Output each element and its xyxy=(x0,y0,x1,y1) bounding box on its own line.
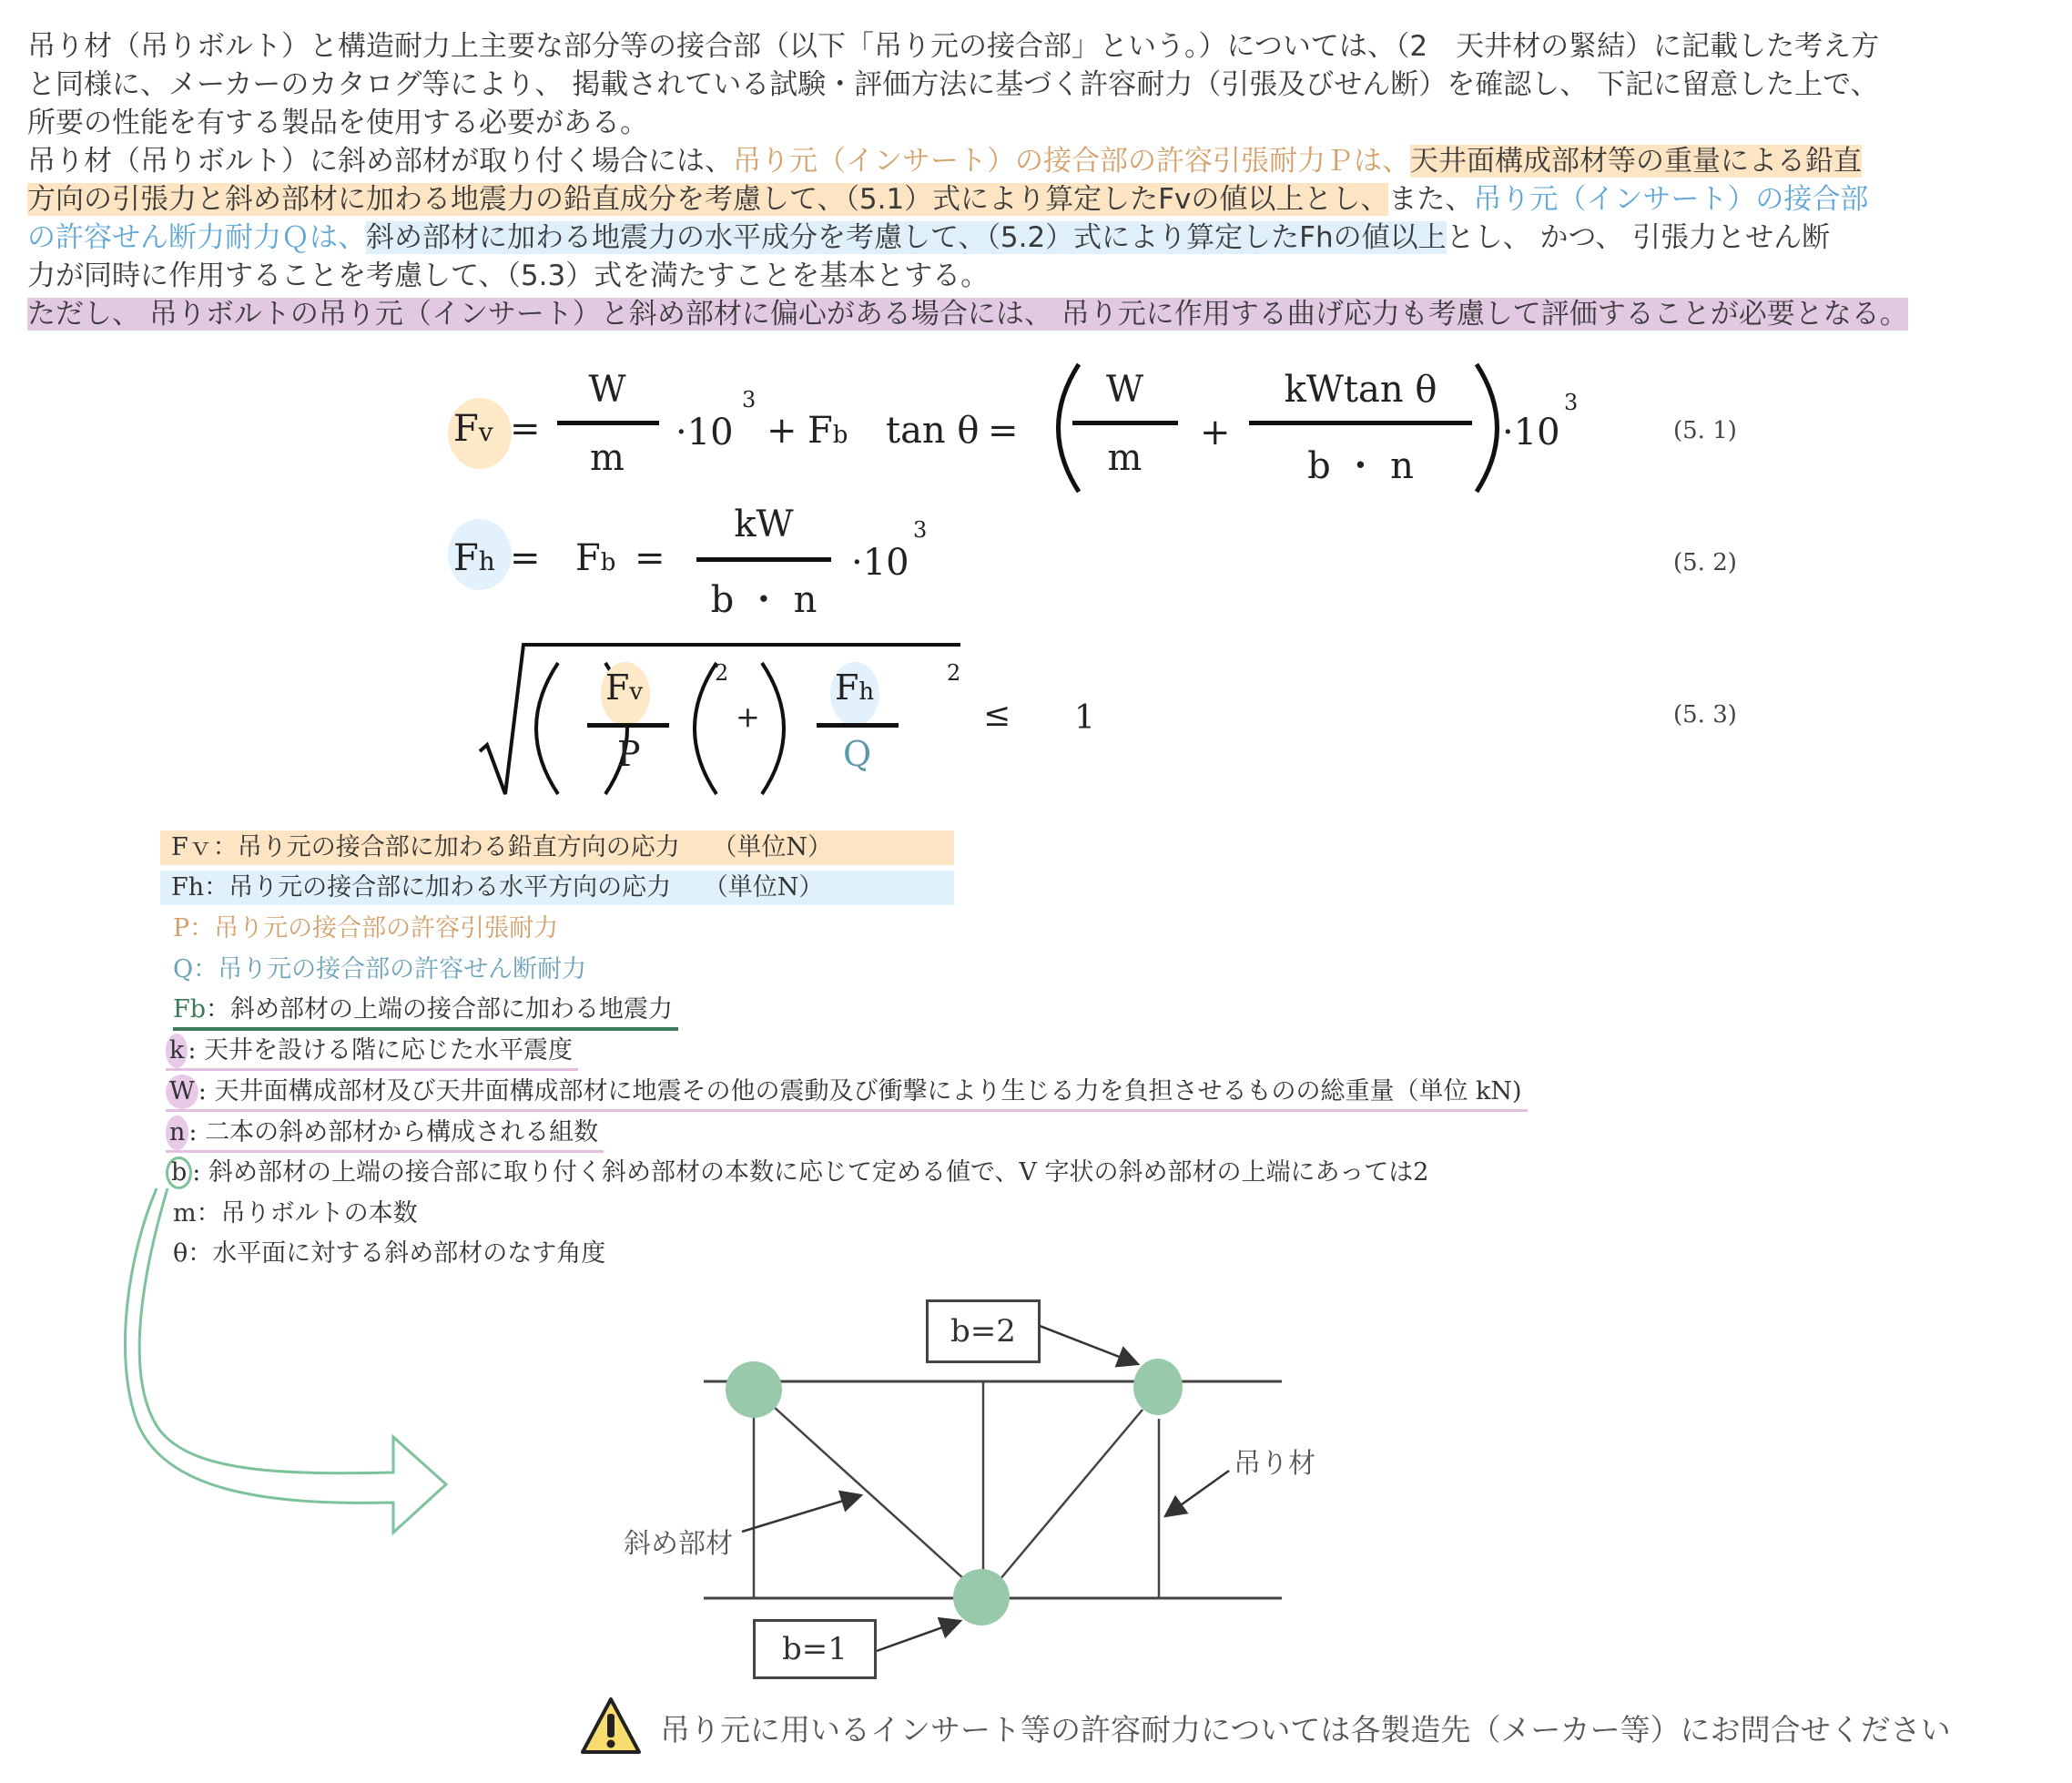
eq2-exp: 3 xyxy=(913,517,928,543)
eq1-fb: Fb xyxy=(807,410,848,452)
node-bottom xyxy=(953,1569,1010,1625)
shear-phrase: 吊り元（インサート）の接合部 xyxy=(1473,183,1869,216)
eq3-den2: Q xyxy=(843,734,872,774)
legend-m: m：吊りボルトの本数 xyxy=(173,1199,418,1228)
node-top-right xyxy=(1133,1359,1183,1415)
legend-fv: Fｖ：吊り元の接合部に加わる鉛直方向の応力 （単位N） xyxy=(160,830,954,865)
eq1-exp-2: 3 xyxy=(1564,390,1579,415)
legend-theta: θ：水平面に対する斜め部材のなす角度 xyxy=(173,1239,606,1268)
shear-phrase-cont: の許容せん断力耐力Ｑは、 xyxy=(27,221,366,254)
node-top-left xyxy=(726,1361,782,1418)
para-line-5-plain: また、 xyxy=(1388,183,1474,216)
eq3-rhs: 1 xyxy=(1074,699,1095,737)
eq2-equals: = xyxy=(510,537,541,579)
eq1-tan: tan θ xyxy=(886,410,980,452)
brace-label-arrow xyxy=(742,1495,861,1532)
eq1-times10-b: ·10 xyxy=(1502,412,1560,453)
brace-right xyxy=(1000,1410,1143,1580)
eq1-frac3-den: b ・ n xyxy=(1307,445,1414,487)
eq1-exp: 3 xyxy=(742,387,757,413)
legend-fh: Fh：吊り元の接合部に加わる水平方向の応力 （単位N） xyxy=(160,871,954,905)
eq2-frac-den: b ・ n xyxy=(710,579,818,621)
eq1-number: (5. 1) xyxy=(1673,417,1737,444)
para-line-1: 吊り材（吊りボルト）と構造耐力上主要な部分等の接合部（以下「吊り元の接合部」という。）については、（2 天井材の緊結）に記載した考え方 xyxy=(27,30,1880,63)
label-hanger-member: 吊り材 xyxy=(1234,1448,1315,1480)
eq3-leq: ≤ xyxy=(983,697,1011,734)
legend-n: n : 二本の斜め部材から構成される組数 xyxy=(166,1116,604,1153)
para-line-4-plain: 吊り材（吊りボルト）に斜め部材が取り付く場合には、 xyxy=(27,145,733,178)
eq2-fb: Fb xyxy=(575,537,616,579)
horizontal-load-highlight: 斜め部材に加わる地震力の水平成分を考慮して、（5.2）式により算定したFhの値以上 xyxy=(366,221,1447,254)
eq3-num2: Fh xyxy=(835,667,875,708)
brace-left xyxy=(774,1407,965,1580)
eq2-number: (5. 2) xyxy=(1673,549,1737,576)
vertical-load-highlight: 天井面構成部材等の重量による鉛直 xyxy=(1410,145,1862,178)
label-brace-member: 斜め部材 xyxy=(624,1528,733,1560)
eq1-equals-2: = xyxy=(988,410,1019,452)
eq1-plus-2: + xyxy=(1200,412,1231,453)
legend-b: b : 斜め部材の上端の接合部に取り付く斜め部材の本数に応じて定める値で、V 字状の斜め部材の上端にあっては2 xyxy=(166,1156,1428,1190)
warning-message: 吊り元に用いるインサート等の許容耐力については各製造先（メーカー等）にお問合せください xyxy=(660,1712,1951,1747)
w-symbol-highlight: W xyxy=(166,1075,198,1109)
warning-triangle-icon xyxy=(579,1696,643,1756)
b1-arrow xyxy=(877,1621,960,1651)
eq1-equals: = xyxy=(510,408,541,450)
k-symbol-highlight: k xyxy=(166,1034,188,1068)
eq3-plus: + xyxy=(736,699,760,734)
para-line-7: 力が同時に作用することを考慮して、（5.3）式を満たすことを基本とする。 xyxy=(27,260,990,292)
eq2-times10: ·10 xyxy=(851,542,909,584)
eq3-num1: Fv xyxy=(605,667,644,708)
para-line-2: と同様に、メーカーのカタログ等により、 掲載されている試験・評価方法に基づく許容耐力（引張及びせん断）を確認し、 下記に留意した上で、 xyxy=(27,68,1879,101)
n-symbol-highlight: n xyxy=(166,1116,188,1150)
eq3-number: (5. 3) xyxy=(1673,701,1737,728)
eq2-frac-num: kW xyxy=(734,504,794,545)
para-line-6-plain: とし、 かつ、 引張力とせん断 xyxy=(1446,221,1831,254)
label-box-b2: b=2 xyxy=(926,1299,1041,1363)
eq1-times10: ·10 xyxy=(675,412,734,453)
para-line-3: 所要の性能を有する製品を使用する必要がある。 xyxy=(27,107,648,139)
eq1-frac1-num: W xyxy=(588,369,626,411)
eq3-exp2: 2 xyxy=(947,660,961,686)
legend-q: Q：吊り元の接合部の許容せん断耐力 xyxy=(173,955,587,983)
legend-p: P：吊り元の接合部の許容引張耐力 xyxy=(173,914,559,942)
eq3-den1: P xyxy=(617,734,641,774)
eq2-lhs: Fh xyxy=(453,537,495,579)
hanger-label-arrow xyxy=(1165,1471,1229,1516)
legend-w: W : 天井面構成部材及び天井面構成部材に地震その他の震動及び衝撃により生じる力を負担させるものの総重量（単位 kN) xyxy=(166,1075,1528,1112)
eq1-plus: + xyxy=(767,410,797,452)
eq1-frac2-den: m xyxy=(1107,437,1143,479)
eq1-lhs: Fv xyxy=(453,408,493,450)
legend-k: k : 天井を設ける階に応じた水平震度 xyxy=(166,1034,578,1071)
eq3-exp1: 2 xyxy=(715,660,729,686)
allowable-tension-phrase: 吊り元（インサート）の接合部の許容引張耐力Ｐは、 xyxy=(733,145,1410,178)
legend-fb: Fb：斜め部材の上端の接合部に加わる地震力 xyxy=(173,993,678,1031)
eccentricity-note-highlight: ただし、 吊りボルトの吊り元（インサート）と斜め部材に偏心がある場合には、 吊り元に作用する曲げ応力も考慮して評価することが必要となる。 xyxy=(27,298,1908,331)
label-box-b1: b=1 xyxy=(753,1619,877,1679)
eq1-frac3-num: kWtan θ xyxy=(1284,369,1437,411)
eq1-frac1-den: m xyxy=(590,437,625,479)
vertical-load-highlight-cont: 方向の引張力と斜め部材に加わる地震力の鉛直成分を考慮して、（5.1）式により算定したFvの値以上とし、 xyxy=(27,183,1389,216)
b-symbol-circle: b xyxy=(166,1156,192,1189)
eq1-frac2-num: W xyxy=(1105,369,1144,411)
eq2-equals-2: = xyxy=(635,537,665,579)
b2-arrow xyxy=(1040,1326,1138,1364)
